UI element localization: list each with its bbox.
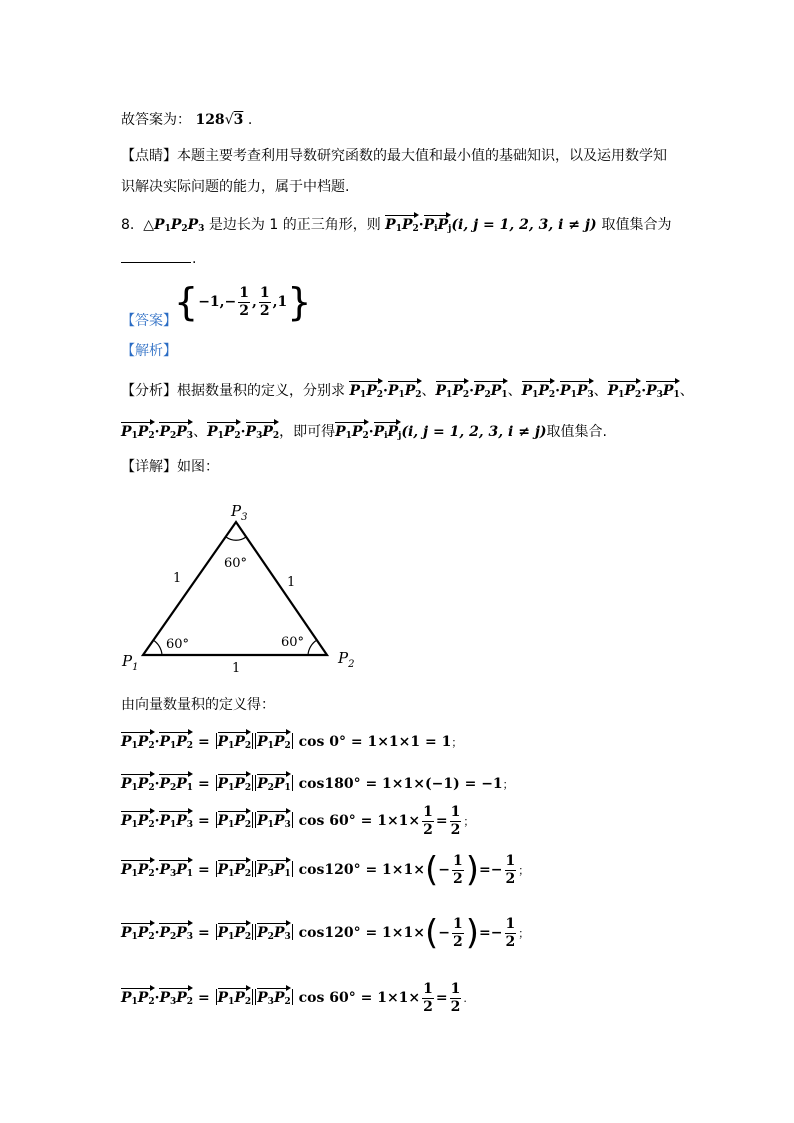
answer-line (121, 113, 252, 127)
dianjing-tag: 【点睛】 (121, 148, 177, 164)
answer-prefix: 故答案为： (121, 112, 191, 128)
side-label-left: 1 (173, 571, 182, 586)
question-number: 8. (121, 217, 135, 233)
triangle-symbol: $\triangle P_1P_2P_3$ (143, 217, 205, 234)
answer-tag: 【答案】 (121, 313, 177, 329)
equation-3: $P_1P_2\cdot P_1P_3 = P_1P_2$ $P_1P_3$ cos 60° = 1×1× $\frac{1}{2}$ = $\frac{1}{2}$ ； (121, 804, 475, 838)
equation-2: $P_1P_2\cdot P_2P_1 = P_1P_2$ $P_2P_1$ cos180° = 1×1×(−1) = −1； (121, 776, 514, 793)
angle-arc-p1 (153, 640, 162, 655)
answer-blank (121, 262, 191, 263)
triangle-figure (110, 498, 370, 678)
angle-label-p1: 60° (166, 637, 190, 652)
answer-end: . (247, 112, 253, 128)
question-stem-a: 是边长为 1 的正三角形，则 (208, 217, 381, 233)
fenxi-line2: $P_1P_2\cdot P_2P_3$、$P_1P_2\cdot P_3P_2$，即可得$P_1P_2\cdot P_iP_j(i$, j = 1, 2, 3, i ≠ j)取值集合. (121, 424, 607, 441)
equation-5: $P_1P_2\cdot P_2P_3 = P_1P_2$ $P_2P_3$ cos120° = 1×1×(− $\frac{1}{2}$ )=− $\frac{1}{2}$ ； (121, 913, 530, 953)
question-8 (121, 218, 671, 234)
question-stem-b: 取值集合为 (601, 217, 672, 233)
side-label-right: 1 (287, 575, 296, 590)
vertex-p1: $P_1$ (122, 652, 139, 673)
dianjing-line1 (121, 149, 667, 163)
fenxi-line1: 【分析】根据数量积的定义，分别求 $P_1P_2\cdot P_1P_2$、$P_1P_2\cdot P_2P_1$、$P_1P_2\cdot P_1P_3$、$P_1P_2\cdot P_3P_1$、 (121, 383, 694, 400)
answer-set: {−1,− $\frac{1}{2}$ , $\frac{1}{2}$ ,1} (174, 280, 312, 324)
angle-label-p2: 60° (281, 635, 305, 650)
question-vector-expr: $P_1P_2\cdot P_iP_j(i$, j = 1, 2, 3, i ≠ j) (385, 217, 597, 234)
angle-arc-p3 (226, 537, 246, 540)
blank-end: . (192, 251, 197, 267)
angle-arc-p2 (308, 640, 317, 655)
equation-6: $P_1P_2\cdot P_3P_2 = P_1P_2$ $P_3P_2$ cos 60° = 1×1× $\frac{1}{2}$ = $\frac{1}{2}$ . (121, 981, 467, 1015)
derive-intro: 由向量数量积的定义得： (121, 697, 275, 713)
equation-4: $P_1P_2\cdot P_3P_1 = P_1P_2$ $P_3P_1$ cos120° = 1×1×(− $\frac{1}{2}$ )=− $\frac{1}{2}$ ； (121, 850, 530, 890)
side-label-bottom: 1 (232, 661, 241, 676)
vertex-p2: $P_2$ (338, 649, 355, 670)
jiexi-tag: 【解析】 (121, 343, 177, 359)
dianjing-line2: 识解决实际问题的能力，属于中档题. (121, 179, 350, 195)
answer-value: 128√3 (195, 112, 244, 128)
vertex-p3: $P_3$ (231, 502, 248, 523)
angle-label-p3: 60° (224, 556, 248, 571)
equation-1: $P_1P_2\cdot P_1P_2 = P_1P_2$ $P_1P_2$ cos 0° = 1×1×1 = 1； (121, 734, 463, 751)
dianjing-text1: 本题主要考查利用导数研究函数的最大值和最小值的基础知识，以及运用数学知 (177, 148, 667, 164)
xiangjie-line: 【详解】如图： (121, 459, 219, 475)
